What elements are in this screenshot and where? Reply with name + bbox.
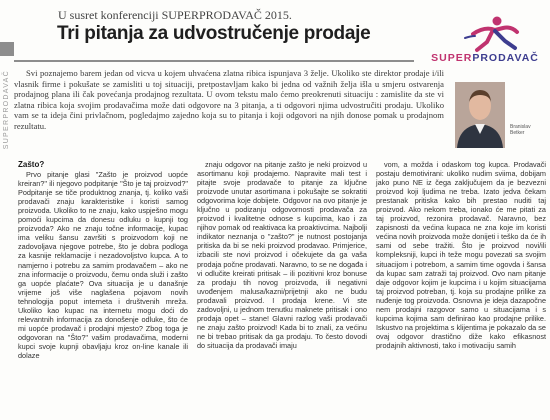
column-3-text: vom, a možda i odaskom tog kupca. Prodavači postaju demotivirani: ukoliko nudim sviima, dobijam jako puno NE iz čega zaključujem da je bezvezni proizvod koji ljudima ne treba. Izato jedva čekam prestanak pritiska kako bih prestao nuditi taj proizvod. Ako nekom treba, ionako će me pitati za taj proizvod, rezonira prodavač. Naravno, bez zapisnosti da većina kupaca ne zna koje im koristi većina novih proizvoda može donijeti i teško da će ih sami od sebe tražiti. Što je proizvod novi/ili kompleksniji, kupci ih teže mogu povezati sa svojim situacijom i potrebom, a samim time ogovda i šansa da kupac sam zatraži taj proizvod. Ovo nam pitanje daje odgovor kojim je kupcima i u kojim situacijama taj proizvod potreban, tj. koja su prodajne prilike za nuđenje tog proizvoda. Osnovna je ideja dazapočne nem prodajni razgovor samo u situacijama i s kupcima kojima sam definirao kao prodajne prilike. Iskustvo na projektima s klijentima je pokazalo da se ovaj odgovor drastično diže kako efikasnost prodajnih aktivnosti, tako i motivaciju samih xyxy=(376,160,546,350)
article-column-3 xyxy=(376,160,546,350)
logo-wordmark xyxy=(425,52,545,64)
runner-figure-icon xyxy=(425,14,545,54)
section-heading: Zašto? xyxy=(18,160,45,169)
article-kicker: U susret konferenciji SUPERPRODAVAČ 2015. xyxy=(58,8,292,22)
logo-super-text: SUPER xyxy=(431,52,473,64)
headline-rule xyxy=(14,60,414,62)
article-headline: Tri pitanja za udvostručenje prodaje xyxy=(57,23,371,44)
article-column-1 xyxy=(18,160,188,360)
photo-caption: Branislav Betker xyxy=(510,124,531,136)
superprodavac-logo xyxy=(425,14,545,70)
logo-prodavac-text: PRODAVAČ xyxy=(472,52,539,64)
author-photo xyxy=(455,82,505,148)
column-1-text: Prvo pitanje glasi "Zašto je proizvod uopće kreiran?" ili njegovo podpitanje "Što je taj proizvod?" Podpitanje se tiče produktnog znanja, tj. koliko vaši prodavači znaju karakteristike i koristi samog proizvoda. Ukoliko to ne znaju, kako uspješno mogu pomoći kupcima da donesu odluku o kupnji tog proizvoda? Ako ne znaju točne informacije, kupac ima veliku šansu završiti s proizvodom koji ne zadovoljava njegove potrebe, što je dobra podloga za kasnije reklamacije i nezadovoljstvo kupca. A to namjerno i potrebu za samim prodavačem – ako ne zna informacije o proizvodu, čemu onda služi i zašto ga uopće plaćate? Ova situacija je u današnje vrijeme još više naglašena pojavom novih tehnologija poput interneta i društvenih mreža. Ukoliko kao kupac na internetu mogu doći do relevantnih informacija za donošenje odluke, što će mi uopće prodavač i prodajni mjesto? Zbog toga je odgovoran na "Što?" vašim prodavačima, moderni kupci svoje kupnji obavljaju kroz on-line kanale ili dolaze xyxy=(18,170,188,360)
section-label: SUPERPRODAVAČ xyxy=(3,70,10,150)
section-marker xyxy=(0,42,14,56)
article-intro: Svi poznajemo barem jedan od vicva u kojem uhvaćena zlatna ribica ispunjava 3 želje. Ukoliko ste direktor prodaje i/ili vlasnik firme i pokušate se zamisliti u toj situaciji, pretpostavljam kako bi jedna od važnih želja išla u smjeru ostvarenja prodajnog plana ili čak povećanja prodajnog rezultata. U ovom tekstu malo ćemo preokrenuti situaciju : zamislite da ste vi zlatna ribica koja svojim prodavačima može dati odgovore na 3 pitanja, a ti odgovori njima udvostručiti prodaju. Ukoliko vam se ta ideja čini privlačnom, pogledajmo zajedno koja su to pitanja i koji odgovori na njih donose pomak u prodajnom rezultatu. xyxy=(14,68,444,131)
article-column-2 xyxy=(197,160,367,350)
column-2-text: znaju odgovor na pitanje zašto je neki proizvod u asortimanu koji prodajemo. Napravite mali test i pitajte svoje prodavače to pitanje za ključne proizvode unutar asortimana i pokušajte se sokratiti odgovorima koje dobijete. Odgovor na ovo pitanje je ključno u podizanju odgovornosti prodavača za proizvod i kvalitetne odnose s kupcima, kao i za njihov pomak od reaktivaca ka proaktivcima. Najbolji indikator neznanja o "zašto?" je nutnost postojanja pritiska da bi se neki proizvod prodavao. Primjerice, izbacili ste novi proizvod i očekujete da ga vaša prodaja počne prodavati. Naravno, to se ne događa i vi odlučite kreirati pritisak – ili pozitivni kroz bonuse za prodaju tih novog proizvoda, ili negativni uvođenjem malusa/kazni/prijetnji ako ne budu prodavali proizvod. I prodaja krene. Vi ste zadovoljni, u jednom trenutku maknete pritisak i ono prodaja opet – stane! Glavni razlog vaši prodavači ne znaju zašto proizvod! Kada bi to znali, za većinu ne bi trebao pritisak da ga prodaju. To često dovodi do situacija da prodavači imaju xyxy=(197,160,367,350)
